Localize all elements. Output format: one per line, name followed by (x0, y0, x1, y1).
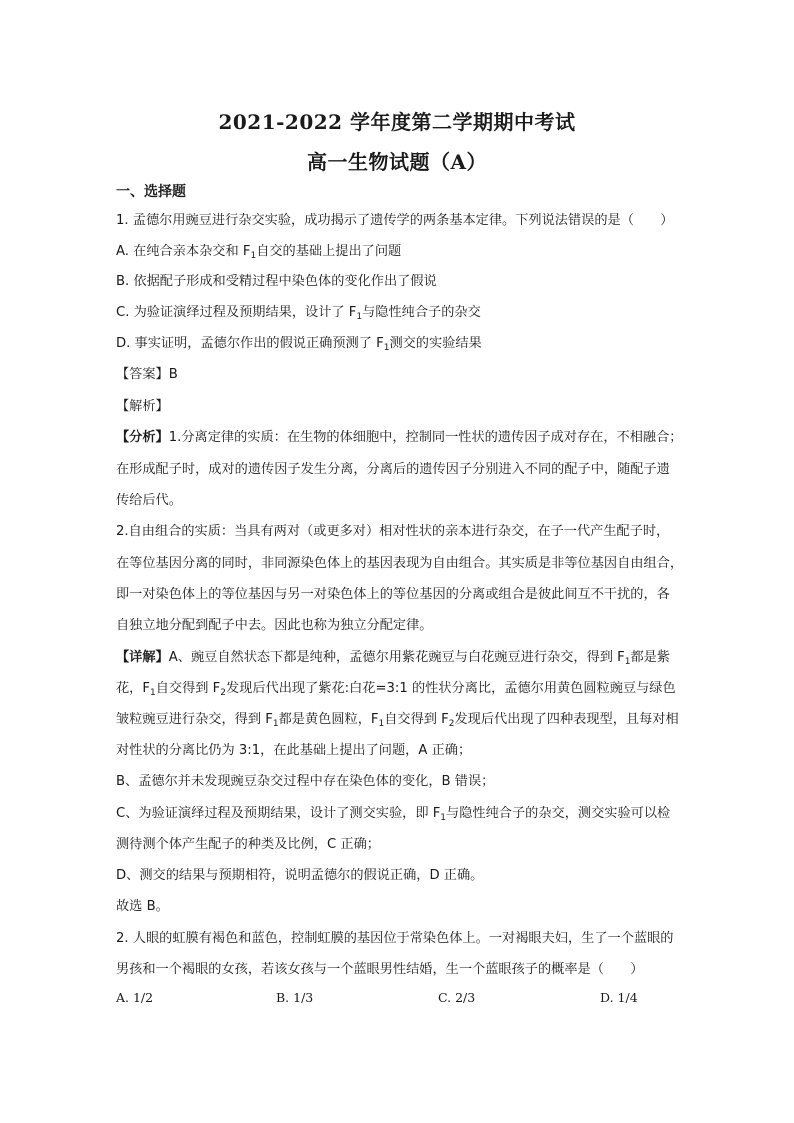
q1-option-d-pre: D. 事实证明，孟德尔作出的假说正确预测了 F (116, 336, 384, 351)
detail-text: 与隐性纯合子的杂交，测交实验可以检 (446, 806, 671, 821)
detail-line-8: D、测交的结果与预期相符，说明孟德尔的假说正确，D 正确。 (116, 868, 484, 883)
detail-text: 都是紫 (630, 650, 671, 665)
detail-line-2 (116, 680, 706, 702)
analysis-label: 【分析】 (116, 430, 169, 445)
q2-stem-line-2: 男孩和一个褐眼的女孩，若该女孩与一个蓝眼男性结婚，生一个蓝眼孩子的概率是（ ） (116, 962, 644, 977)
detail-text: 自交得到 F (384, 712, 449, 727)
analysis-line-4: 2.自由组合的实质：当具有两对（或更多对）相对性状的亲本进行杂交，在子一代产生配子时， (116, 524, 670, 539)
q1-option-b: B. 依据配子形成和受精过程中染色体的变化作出了假说 (116, 274, 437, 289)
q2-stem-line-1: 2. 人眼的虹膜有褐色和蓝色，控制虹膜的基因位于常染色体上。一对褐眼夫妇，生了一个蓝眼的 (116, 931, 674, 946)
q1-conclusion: 故选 B。 (116, 899, 169, 914)
detail-text: 发现后代出现了四种表现型，且每对相 (454, 712, 679, 727)
q1-analysis-heading: 【解析】 (116, 399, 169, 414)
subscript: 1 (440, 813, 447, 823)
exam-subtitle: 高一生物试题（A） (306, 150, 488, 174)
exam-title: 2021-2022 学年度第二学期期中考试 (218, 110, 576, 134)
analysis-line-6: 即一对染色体上的等位基因与另一对染色体上的等位基因的分离或组合是彼此间互不干扰的，各 (116, 587, 670, 602)
detail-line-1 (116, 649, 706, 671)
subscript: 1 (356, 312, 363, 322)
q1-option-c-pre: C. 为验证演绎过程及预期结果，设计了 F (116, 305, 357, 320)
detail-line-3 (116, 711, 706, 733)
q1-option-d (116, 335, 706, 357)
q1-option-a (116, 243, 706, 265)
detail-line-6 (116, 805, 706, 827)
analysis-line-5: 在等位基因分离的同时，非同源染色体上的基因表现为自由组合。其实质是非等位基因自由组合， (116, 556, 684, 571)
subscript: 1 (378, 719, 385, 729)
analysis-line-3: 传给后代。 (116, 493, 182, 508)
q2-option-b: B. 1/3 (276, 990, 314, 1005)
analysis-line-2: 在形成配子时，成对的遗传因子发生分离，分离后的遗传因子分别进入不同的配子中，随配子遗 (116, 462, 670, 477)
q2-option-d: D. 1/4 (600, 990, 638, 1005)
q1-option-c (116, 304, 706, 326)
detail-text: 皱粒豌豆进行杂交，得到 F (116, 712, 273, 727)
subscript: 1 (383, 343, 390, 353)
analysis-line-7: 自独立地分配到配子中去。因此也称为独立分配定律。 (116, 618, 433, 633)
analysis-line-1 (116, 429, 706, 447)
detail-line-5: B、孟德尔并未发现豌豆杂交过程中存在染色体的变化，B 错误； (116, 774, 495, 789)
q1-option-d-post: 测交的实验结果 (389, 336, 482, 351)
section-heading: 一、选择题 (116, 184, 186, 200)
subscript: 1 (272, 719, 279, 729)
q1-stem: 1. 孟德尔用豌豆进行杂交实验，成功揭示了遗传学的两条基本定律。下列说法错误的是（ ） (116, 213, 674, 228)
subscript: 2 (220, 688, 226, 698)
analysis-text: 1.分离定律的实质：在生物的体细胞中，控制同一性状的遗传因子成对存在，不相融合； (168, 430, 683, 445)
detail-text: 花，F (116, 681, 150, 696)
q2-option-a: A. 1/2 (116, 990, 154, 1005)
subscript: 1 (149, 688, 156, 698)
q1-answer: 【答案】B (116, 367, 178, 382)
detail-label: 【详解】 (116, 650, 169, 665)
q1-option-a-post: 自交的基础上提出了问题 (256, 244, 402, 259)
subscript: 2 (448, 719, 455, 729)
detail-line-4: 对性状的分离比仍为 3:1，在此基础上提出了问题，A 正确； (116, 743, 472, 758)
detail-text: 都是黄色圆粒，F (278, 712, 379, 727)
detail-line-7: 测待测个体产生配子的种类及比例，C 正确； (116, 837, 380, 852)
detail-text: 自交得到 F (155, 681, 221, 696)
subscript: 1 (624, 657, 631, 667)
detail-text: 发现后代出现了紫花:白花=3:1 的性状分离比，孟德尔用黄色圆粒豌豆与绿色 (225, 681, 676, 696)
q1-option-c-post: 与隐性纯合子的杂交 (362, 305, 481, 320)
q2-option-c: C. 2/3 (438, 990, 476, 1005)
q1-option-a-pre: A. 在纯合亲本杂交和 F (116, 244, 251, 259)
detail-text: A、豌豆自然状态下都是纯种，孟德尔用紫花豌豆与白花豌豆进行杂交，得到 F (168, 650, 625, 665)
subscript: 1 (250, 251, 257, 261)
detail-text: C、为验证演绎过程及预期结果，设计了测交实验，即 F (116, 806, 441, 821)
